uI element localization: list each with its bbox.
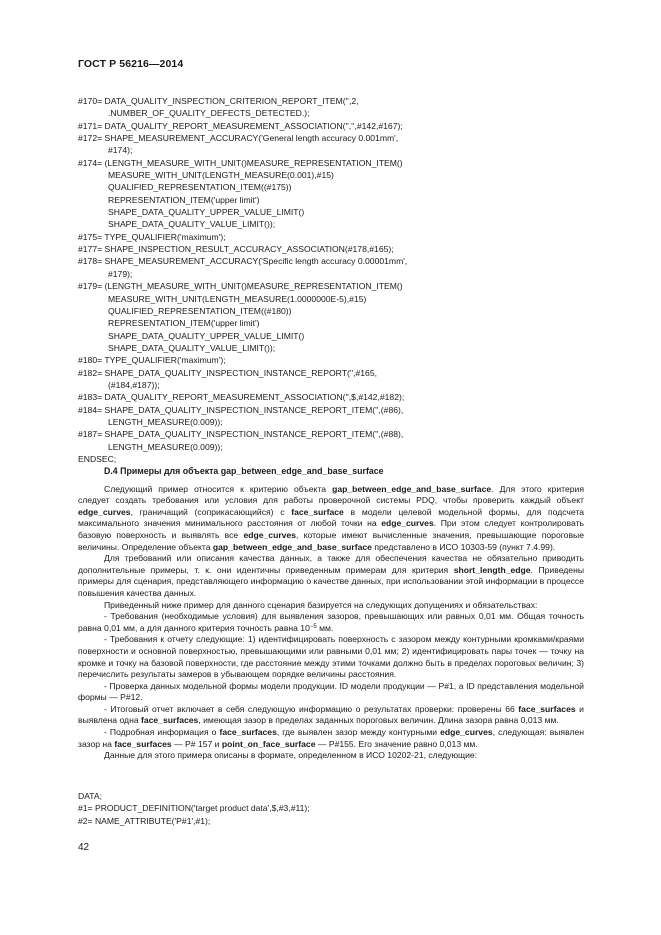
text-run: . При этом следует контролировать базовую поверхность и выявлять все — [78, 518, 584, 540]
paragraph — [78, 611, 584, 634]
code-line: MEASURE_WITH_UNIT(LENGTH_MEASURE(0.001),#15) — [108, 170, 334, 181]
text-run: — Р# 157 и — [171, 738, 222, 749]
text-run: и выявлена одна — [78, 703, 584, 726]
entity-name: point_on_face_surface — [221, 738, 316, 749]
section-d4 — [78, 466, 584, 762]
text-run: в модели целевой модельной формы, для подсчета максимального значения минимального расстояния от любой точки на — [78, 506, 585, 529]
code-line: #187= SHAPE_DATA_QUALITY_INSPECTION_INSTANCE_REPORT_ITEM('',(#88), — [78, 429, 404, 440]
section-title — [104, 466, 584, 478]
code-line: #178= SHAPE_MEASUREMENT_ACCURACY('Specific length accuracy 0.00001mm', — [78, 256, 408, 267]
code-line: LENGTH_MEASURE(0.009)); — [108, 441, 223, 452]
paragraph — [78, 681, 584, 704]
code-line: DATA; — [78, 791, 103, 801]
paragraph — [78, 750, 584, 762]
code-line: #170= DATA_QUALITY_INSPECTION_CRITERION_REPORT_ITEM('',2, — [78, 96, 359, 106]
text-run: . Для этого критерия следует создать требования или условия для работы проверочной системы PDQ, чтобы проверить каждый объект — [78, 483, 584, 506]
code-line: (#184,#187)); — [108, 379, 160, 390]
entity-name: edge_curves — [78, 506, 131, 517]
text-run: Следующий пример относится к критерию объекта — [104, 483, 333, 494]
text-run: −5 — [309, 623, 317, 630]
code-line: #174= (LENGTH_MEASURE_WITH_UNIT()MEASURE_REPRESENTATION_ITEM() — [78, 157, 403, 168]
section-title-text: D.4 Примеры для объекта gap_between_edge_and_base_surface — [104, 466, 384, 476]
code-line: SHAPE_DATA_QUALITY_UPPER_VALUE_LIMIT() — [108, 207, 305, 218]
entity-name: face_surfaces — [141, 715, 199, 726]
entity-name: face_surfaces — [114, 738, 172, 749]
paragraph — [78, 600, 584, 612]
code-line: #174); — [108, 145, 133, 156]
text-run: , где выявлен зазор между контурными — [276, 727, 441, 738]
code-line: #184= SHAPE_DATA_QUALITY_INSPECTION_INSTANCE_REPORT_ITEM('',(#86), — [78, 404, 404, 415]
text-run: - Проверка данных модельной формы модели продукции. ID модели продукции — Р#1, а ID представления модельной формы — Р#12. — [78, 680, 584, 703]
text-run: . Приведены примеры для сценария, представляющего информацию о качестве данных, при использовании этой информации в процессе повышения качества данных. — [78, 564, 585, 598]
paragraph — [78, 553, 584, 599]
text-run: представлено в ИСО 10303-59 (пункт 7.4.99). — [371, 541, 556, 552]
paragraph — [78, 634, 584, 680]
text-run: Приведенный ниже пример для данного сценария базируется на следующих допущениях и обязательствах: — [104, 599, 538, 610]
text-run: - Подробная информация о — [104, 727, 220, 738]
code-line: #179); — [108, 268, 133, 279]
text-run: — Р#155. Его значение равно 0,013 мм. — [315, 738, 478, 749]
code-line: #175= TYPE_QUALIFIER('maximum'); — [78, 231, 226, 242]
section-body — [78, 484, 584, 762]
paragraph — [78, 484, 584, 554]
text-run: мм. — [316, 622, 334, 633]
code-line: QUALIFIED_REPRESENTATION_ITEM((#175)) — [108, 182, 292, 193]
code-line: #177= SHAPE_INSPECTION_RESULT_ACCURACY_ASSOCIATION(#178,#165); — [78, 244, 394, 255]
code-line: SHAPE_DATA_QUALITY_UPPER_VALUE_LIMIT() — [108, 330, 305, 341]
entity-name: gap_between_edge_and_base_surface — [332, 483, 492, 494]
code-line: #183= DATA_QUALITY_REPORT_MEASUREMENT_ASSOCIATION('',$,#142,#182); — [78, 392, 405, 403]
code-line: SHAPE_DATA_QUALITY_VALUE_LIMIT()); — [108, 219, 276, 230]
code-line: #1= PRODUCT_DEFINITION('target product data',$,#3,#11); — [78, 803, 310, 814]
code-line: REPRESENTATION_ITEM('upper limit') — [108, 318, 260, 329]
text-run: - Требования (необходимые условия) для выявления зазоров, превышающих или равных 0,01 мм. Общая точность равна 0,01 мм, а для данного критерия точность равна 10 — [78, 611, 584, 633]
text-run: , граничащий (соприкасающийся) с — [130, 506, 292, 517]
step-code-block — [78, 95, 598, 465]
entity-name: edge_curves — [440, 727, 493, 738]
code-line: .NUMBER_OF_QUALITY_DEFECTS_DETECTED.); — [108, 108, 310, 119]
code-line: #182= SHAPE_DATA_QUALITY_INSPECTION_INSTANCE_REPORT('',#165, — [78, 367, 377, 378]
document-header: ГОСТ Р 56216—2014 — [78, 58, 184, 70]
entity-name: short_length_edge — [453, 564, 531, 575]
text-run: - Требования к отчету следующие: 1) идентифицировать поверхность с зазором между контурными кромками/краями поверхности и основной поверхностью, превышающими или равными 0,01 мм; 2) идентифицировать пары точек — точку на кромке и точку на базовой поверхности, где расстояние между этими точками должно быть в пределах пороговых величин; 3) перечислить результаты замеров в убывающем порядке величины расстояния. — [78, 634, 584, 680]
text-run: , имеющая зазор в пределах заданных пороговых величин. Длина зазора равна 0,013 мм. — [198, 715, 559, 726]
entity-name: edge_curves — [243, 529, 297, 540]
entity-name: face_surfaces — [518, 703, 576, 714]
text-run: Данные для этого примера описаны в формате, определенном в ИСО 10202-21, следующие: — [104, 750, 478, 761]
entity-name: face_surface — [291, 506, 344, 517]
code-line: #171= DATA_QUALITY_REPORT_MEASUREMENT_ASSOCIATION('','',#142,#167); — [78, 120, 403, 131]
code-line: REPRESENTATION_ITEM('upper limit') — [108, 194, 260, 205]
entity-name: gap_between_edge_and_base_surface — [212, 541, 372, 552]
step-code-block-2 — [78, 790, 478, 827]
paragraph — [78, 727, 584, 750]
code-line: #2= NAME_ATTRIBUTE('P#1',#1); — [78, 815, 211, 826]
code-line: MEASURE_WITH_UNIT(LENGTH_MEASURE(1.0000000E-5),#15) — [108, 293, 367, 304]
text-run: , которые имеют вычисленные значения, превышающие пороговые величины. Определение объекта — [78, 529, 584, 552]
text-run: - Итоговый отчет включает в себя следующую информацию о результатах проверки: проверены 66 — [104, 703, 519, 714]
code-line: #172= SHAPE_MEASUREMENT_ACCURACY('General length accuracy 0.001mm', — [78, 133, 399, 144]
page-number: 42 — [78, 842, 90, 853]
code-line: ENDSEC; — [78, 453, 117, 464]
code-line: QUALIFIED_REPRESENTATION_ITEM((#180)) — [108, 305, 292, 316]
entity-name: edge_curves — [381, 518, 434, 529]
code-line: #180= TYPE_QUALIFIER('maximum'); — [78, 355, 226, 366]
code-line: #179= (LENGTH_MEASURE_WITH_UNIT()MEASURE_REPRESENTATION_ITEM() — [78, 281, 403, 292]
code-line: SHAPE_DATA_QUALITY_VALUE_LIMIT()); — [108, 342, 276, 353]
entity-name: face_surfaces — [219, 727, 277, 738]
paragraph — [78, 704, 584, 727]
text-run: Для требований или описания качества данных, а также для обеспечения качества не обязательно приводить дополнительные примеры, т. к. они идентичны приведенным примерам для критерия — [78, 553, 584, 575]
code-line: LENGTH_MEASURE(0.009)); — [108, 416, 223, 427]
text-run: , следующая: выявлен зазор на — [78, 727, 584, 749]
